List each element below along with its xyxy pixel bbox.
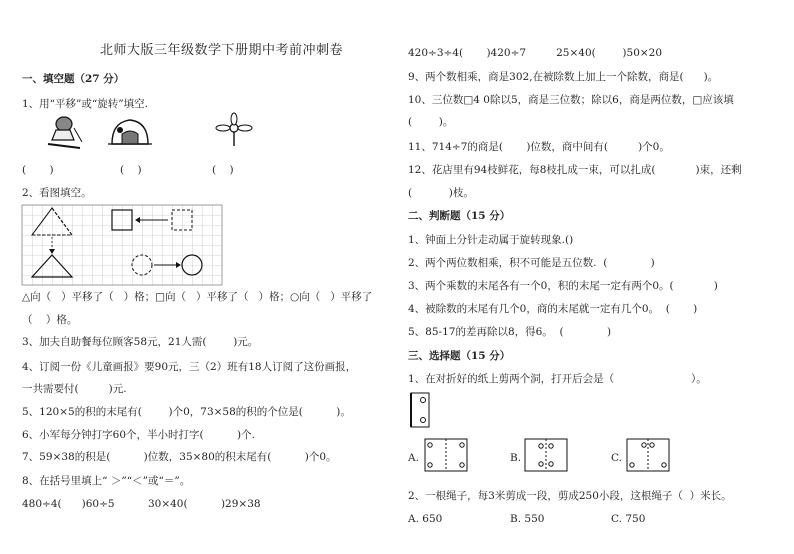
- question-8-row: 480÷4( )60÷5 30×40( )29×38: [22, 498, 261, 510]
- judgement-1: 1、钟面上分针走动属于旋转现象.(): [408, 234, 574, 246]
- choice-2-option-a[interactable]: A. 650: [408, 513, 443, 525]
- choice-1-option-a-figure[interactable]: [424, 438, 468, 472]
- choice-2-option-b[interactable]: B. 550: [510, 513, 545, 525]
- question-2: 2、看图填空。: [22, 187, 92, 199]
- judgement-3: 3、两个乘数的末尾各有一个0，积的末尾一定有两个0。( ): [408, 280, 718, 292]
- judgement-2: 2、两个两位数相乘，积不可能是五位数. ( ): [408, 257, 655, 269]
- grid-figure: [22, 205, 222, 285]
- section-3-heading: 三、选择题（15 分）: [408, 350, 511, 362]
- choice-1-option-b-figure[interactable]: [524, 438, 568, 472]
- question-5: 5、120×5的积的末尾有( )个0，73×58的积的个位是( )。: [22, 406, 351, 418]
- fan-icon: [214, 116, 254, 148]
- question-12-line-2: ( )枝。: [408, 187, 474, 199]
- question-4-line-1: 4、订阅一份《儿童画报》要90元，三（2）班有18人订阅了这份画报，: [22, 361, 357, 373]
- judgement-4: 4、被除数的末尾有几个0，商的末尾就一定有几个0。 ( ): [408, 303, 698, 315]
- house-icon: [108, 116, 154, 148]
- question-7: 7、59×38的积是( )位数，35×80的积末尾有( )个0。: [22, 451, 337, 463]
- section-1-heading: 一、填空题（27 分）: [22, 73, 125, 85]
- question-2-answer-line-1: △向（ ）平移了（ ）格；□向（ ）平移了（ ）格；○向（ ）平移了: [22, 291, 373, 303]
- question-9: 9、两个数相乘，商是302,在被除数上加上一个除数，商是( )。: [408, 71, 719, 83]
- q1-blank-3[interactable]: ( ): [212, 164, 234, 176]
- choice-1-option-b-label[interactable]: B.: [510, 452, 522, 464]
- folded-paper-figure: [410, 392, 432, 430]
- q1-blank-2[interactable]: ( ): [120, 164, 142, 176]
- question-8-row-2: 420÷3÷4( )420÷7 25×40( )50×20: [408, 47, 663, 59]
- question-6: 6、小军每分钟打字60个，半小时打字( )个.: [22, 429, 255, 441]
- choice-2-option-c[interactable]: C. 750: [611, 513, 646, 525]
- question-3: 3、加夫自助餐每位顾客58元，21人需( )元。: [22, 336, 259, 348]
- judgement-5: 5、85-17的差再除以8，得6。 ( ): [408, 326, 612, 338]
- question-12-line-1: 12、花店里有94枝鲜花，每8枝扎成一束，可以扎成( )束，还剩: [408, 164, 742, 176]
- question-10-line-2: ( )。: [408, 116, 454, 128]
- question-10-line-1: 10、三位数□4 0除以5，商是三位数；除以6，商是两位数，□应该填: [408, 94, 734, 106]
- choice-1-option-a-label[interactable]: A.: [408, 452, 419, 464]
- choice-1-option-c-label[interactable]: C.: [611, 452, 622, 464]
- question-8: 8、在括号里填上“ ＞”“＜”或“＝”。: [22, 475, 191, 487]
- choice-1-option-c-figure[interactable]: [626, 438, 670, 472]
- question-2-answer-line-2: （ ）格。: [22, 314, 78, 326]
- question-1: 1、用“平移”或“旋转”填空.: [22, 98, 148, 110]
- q1-blank-1[interactable]: ( ): [22, 164, 54, 176]
- choice-2: 2、一根绳子，每3米剪成一段，剪成250小段，这根绳子（ ）米长。: [408, 490, 732, 502]
- skier-icon: [46, 114, 86, 150]
- choice-1: 1、在对折好的纸上剪两个洞，打开后会是（ ）。: [408, 373, 707, 385]
- section-2-heading: 二、判断题（15 分）: [408, 210, 511, 222]
- question-11: 11、714÷7的商是( )位数，商中间有( )个0。: [408, 141, 670, 153]
- question-4-line-2: 一共需要付( )元.: [22, 383, 127, 395]
- page-title: 北师大版三年级数学下册期中考前冲刺卷: [100, 43, 344, 58]
